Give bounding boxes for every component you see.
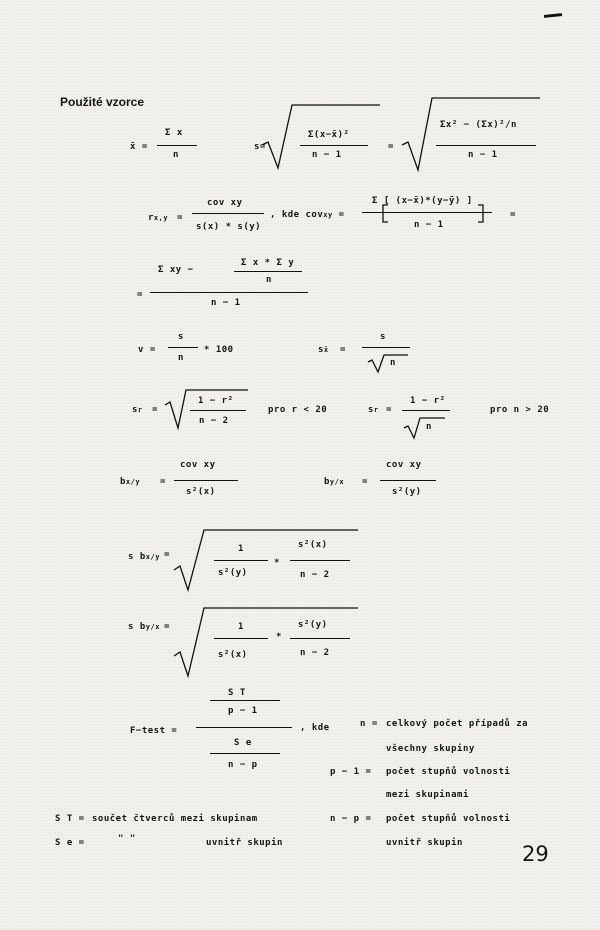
r-fraction-bar — [192, 213, 264, 214]
sr1-fraction-bar — [190, 410, 246, 411]
legend-p-text: počet stupňů volnosti — [386, 767, 511, 777]
sr1-lhs: sr — [132, 405, 143, 415]
v-tail: * 100 — [204, 345, 234, 355]
r2-eq: = — [137, 290, 143, 300]
s-eq2: = — [388, 142, 394, 152]
bxy-num: cov xy — [180, 460, 216, 470]
r2-inner-bar — [234, 271, 302, 272]
r-den: s(x) * s(y) — [196, 222, 262, 232]
sr2-eq: = — [386, 405, 392, 415]
sbxy-lhs: s bx/y — [128, 552, 160, 562]
r2-inner-num: Σ x * Σ y — [241, 258, 295, 268]
ftest-lhs: F−test = — [130, 726, 178, 736]
s-den2: n − 1 — [468, 150, 498, 160]
r2-den: n − 1 — [211, 298, 241, 308]
r-num: cov xy — [207, 198, 243, 208]
s-num2: Σx² − (Σx)²/n — [440, 120, 517, 130]
sbxy-star: * — [274, 558, 280, 568]
sr1-num: 1 − r² — [198, 396, 234, 406]
cov-fraction-bar — [362, 212, 492, 213]
bxy-fraction-bar — [174, 480, 238, 481]
bxy-den: s²(x) — [186, 487, 216, 497]
legend-n-text: celkový počet případů za — [386, 719, 529, 729]
ftest-se: S e — [234, 738, 252, 748]
sbyx-a-den: s²(x) — [218, 650, 248, 660]
sbxy-b-bar — [290, 560, 350, 561]
sbyx-b-bar — [290, 638, 350, 639]
legend-n-key: n = — [360, 719, 378, 729]
legend-np-text2: uvnitř skupin — [386, 838, 463, 848]
v-fraction-bar — [168, 347, 198, 348]
mean-den: n — [173, 150, 179, 160]
sr2-num: 1 − r² — [410, 396, 446, 406]
legend-p-key: p − 1 = — [330, 767, 372, 777]
v-den: n — [178, 353, 184, 363]
sr1-den: n − 2 — [199, 416, 229, 426]
legend-p-text2: mezi skupinami — [386, 790, 469, 800]
r-kde: , kde covxy = — [270, 210, 345, 220]
ftest-np: n − p — [228, 760, 258, 770]
sbxy-a-bar — [214, 560, 268, 561]
v-num: s — [178, 332, 184, 342]
byx-num: cov xy — [386, 460, 422, 470]
sx-den: n — [390, 358, 396, 368]
cov-den: n − 1 — [414, 220, 444, 230]
legend-se-ditto: " " — [118, 834, 136, 844]
byx-eq: = — [362, 477, 368, 487]
mean-fraction-bar — [157, 145, 197, 146]
page-heading: Použité vzorce — [60, 95, 145, 109]
sbyx-b-num: s²(y) — [298, 620, 328, 630]
ftest-st-bar — [210, 700, 280, 701]
cov-num: Σ [ (x−x̄)*(y−ȳ) ] — [372, 196, 473, 206]
byx-den: s²(y) — [392, 487, 422, 497]
r2-inner-den: n — [266, 275, 272, 285]
sr2-fraction-bar — [402, 410, 450, 411]
s-den: n − 1 — [312, 150, 342, 160]
sbxy-b-num: s²(x) — [298, 540, 328, 550]
legend-st-key: S T = — [55, 814, 85, 824]
legend-np-key: n − p = — [330, 814, 372, 824]
mean-num: Σ x — [165, 128, 183, 138]
legend-n-text2: všechny skupiny — [386, 744, 475, 754]
bxy-eq: = — [160, 477, 166, 487]
mean-lhs: x̄ = — [130, 142, 148, 152]
legend-st-text: součet čtverců mezi skupinam — [92, 814, 258, 824]
ftest-se-bar — [210, 753, 280, 754]
sr2-lhs: sr — [368, 405, 379, 415]
sr1-cond: pro r < 20 — [268, 405, 328, 415]
r-eq: = — [177, 213, 183, 223]
sx-fraction-bar — [362, 347, 410, 348]
r-lhs: rx,y — [148, 213, 169, 223]
sr1-eq: = — [152, 405, 158, 415]
sbyx-a-num: 1 — [238, 622, 244, 632]
sbyx-lhs: s by/x — [128, 622, 160, 632]
r2-main-bar — [150, 292, 308, 293]
s-lhs: s= — [254, 142, 266, 152]
r2-num1: Σ xy − — [158, 265, 194, 275]
sbyx-star: * — [276, 632, 282, 642]
ftest-p1: p − 1 — [228, 706, 258, 716]
legend-np-text: počet stupňů volnosti — [386, 814, 511, 824]
sx-num: s — [380, 332, 386, 342]
ftest-kde: , kde — [300, 723, 330, 733]
s-num: Σ(x−x̄)² — [308, 130, 350, 140]
byx-fraction-bar — [380, 480, 436, 481]
ftest-st: S T — [228, 688, 246, 698]
ftest-main-bar — [196, 727, 292, 728]
s-fraction-bar-2 — [436, 145, 536, 146]
sbxy-a-den: s²(y) — [218, 568, 248, 578]
sx-lhs: sx̄ — [318, 345, 329, 355]
sx-eq: = — [340, 345, 346, 355]
s-fraction-bar — [300, 145, 368, 146]
sbyx-a-bar — [214, 638, 268, 639]
legend-se-key: S e = — [55, 838, 85, 848]
sbxy-eq: = — [164, 550, 170, 560]
sbxy-b-den: n − 2 — [300, 570, 330, 580]
sbyx-eq: = — [164, 622, 170, 632]
sr2-cond: pro n > 20 — [490, 405, 550, 415]
cov-tail: = — [510, 210, 516, 220]
sbyx-b-den: n − 2 — [300, 648, 330, 658]
sbxy-a-num: 1 — [238, 544, 244, 554]
byx-lhs: by/x — [324, 477, 345, 487]
page-number: 29 — [522, 842, 549, 866]
sr2-den: n — [426, 422, 432, 432]
v-lhs: v = — [138, 345, 156, 355]
bxy-lhs: bx/y — [120, 477, 141, 487]
legend-se-text: uvnitř skupin — [206, 838, 283, 848]
